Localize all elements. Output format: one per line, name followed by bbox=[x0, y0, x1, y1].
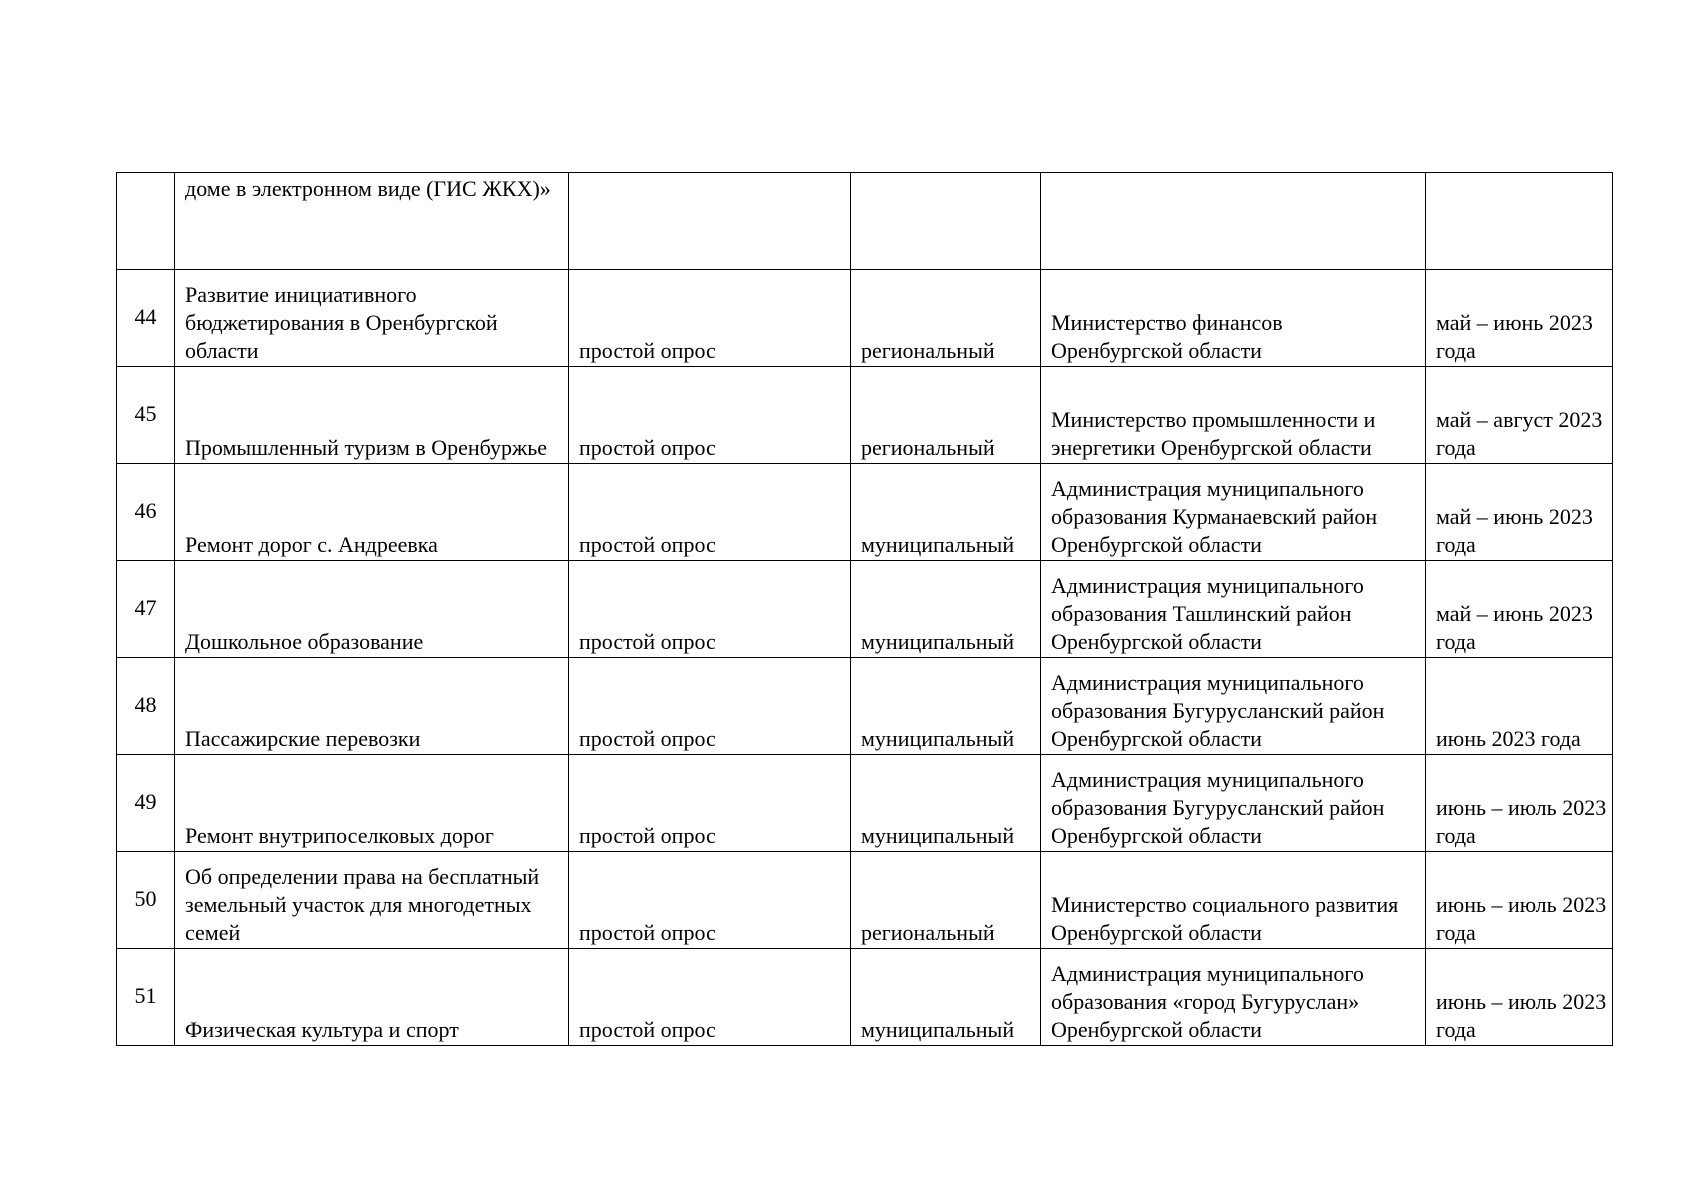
row-number-cell: 49 bbox=[117, 755, 175, 852]
row-number-cell: 44 bbox=[117, 270, 175, 367]
level-cell: муниципальный bbox=[851, 658, 1041, 755]
level-cell: муниципальный bbox=[851, 949, 1041, 1046]
organizer-cell: Администрация муниципального образования Курманаевский район Оренбургской области bbox=[1041, 464, 1426, 561]
period-cell: июнь – июль 2023 года bbox=[1426, 949, 1613, 1046]
period-cell: май – июнь 2023 года bbox=[1426, 561, 1613, 658]
organizer-cell: Министерство финансов Оренбургской области bbox=[1041, 270, 1426, 367]
level-cell: региональный bbox=[851, 852, 1041, 949]
level-cell: муниципальный bbox=[851, 464, 1041, 561]
row-number-cell: 50 bbox=[117, 852, 175, 949]
row-number-cell bbox=[117, 173, 175, 270]
method-cell: простой опрос bbox=[569, 367, 851, 464]
topic-cell: Об определении права на бесплатный земельный участок для многодетных семей bbox=[175, 852, 569, 949]
period-cell: май – август 2023 года bbox=[1426, 367, 1613, 464]
method-cell: простой опрос bbox=[569, 561, 851, 658]
table-row bbox=[117, 270, 1613, 367]
period-cell: июнь – июль 2023 года bbox=[1426, 852, 1613, 949]
level-cell: региональный bbox=[851, 270, 1041, 367]
period-cell: май – июнь 2023 года bbox=[1426, 270, 1613, 367]
level-cell: муниципальный bbox=[851, 561, 1041, 658]
method-cell: простой опрос bbox=[569, 755, 851, 852]
method-cell: простой опрос bbox=[569, 658, 851, 755]
table-row bbox=[117, 464, 1613, 561]
organizer-cell: Администрация муниципального образования Бугурусланский район Оренбургской области bbox=[1041, 658, 1426, 755]
row-number-cell: 51 bbox=[117, 949, 175, 1046]
method-cell: простой опрос bbox=[569, 852, 851, 949]
topic-cell: Развитие инициативного бюджетирования в Оренбургской области bbox=[175, 270, 569, 367]
survey-table bbox=[116, 172, 1613, 1046]
table-row bbox=[117, 658, 1613, 755]
level-cell: региональный bbox=[851, 367, 1041, 464]
topic-cell: Физическая культура и спорт bbox=[175, 949, 569, 1046]
method-cell bbox=[569, 173, 851, 270]
organizer-cell: Министерство промышленности и энергетики Оренбургской области bbox=[1041, 367, 1426, 464]
period-cell: июнь 2023 года bbox=[1426, 658, 1613, 755]
row-number-cell: 45 bbox=[117, 367, 175, 464]
table-row bbox=[117, 949, 1613, 1046]
row-number-cell: 46 bbox=[117, 464, 175, 561]
topic-cell: доме в электронном виде (ГИС ЖКХ)» bbox=[175, 173, 569, 270]
topic-cell: Ремонт дорог с. Андреевка bbox=[175, 464, 569, 561]
organizer-cell: Администрация муниципального образования Бугурусланский район Оренбургской области bbox=[1041, 755, 1426, 852]
organizer-cell: Администрация муниципального образования Ташлинский район Оренбургской области bbox=[1041, 561, 1426, 658]
table-row bbox=[117, 755, 1613, 852]
table-row bbox=[117, 852, 1613, 949]
method-cell: простой опрос bbox=[569, 270, 851, 367]
table-row bbox=[117, 173, 1613, 270]
row-number-cell: 47 bbox=[117, 561, 175, 658]
organizer-cell: Министерство социального развития Оренбургской области bbox=[1041, 852, 1426, 949]
table-row bbox=[117, 561, 1613, 658]
topic-cell: Дошкольное образование bbox=[175, 561, 569, 658]
period-cell bbox=[1426, 173, 1613, 270]
period-cell: июнь – июль 2023 года bbox=[1426, 755, 1613, 852]
topic-cell: Промышленный туризм в Оренбуржье bbox=[175, 367, 569, 464]
organizer-cell bbox=[1041, 173, 1426, 270]
method-cell: простой опрос bbox=[569, 949, 851, 1046]
period-cell: май – июнь 2023 года bbox=[1426, 464, 1613, 561]
row-number-cell: 48 bbox=[117, 658, 175, 755]
table-row bbox=[117, 367, 1613, 464]
level-cell bbox=[851, 173, 1041, 270]
method-cell: простой опрос bbox=[569, 464, 851, 561]
level-cell: муниципальный bbox=[851, 755, 1041, 852]
topic-cell: Ремонт внутрипоселковых дорог bbox=[175, 755, 569, 852]
topic-cell: Пассажирские перевозки bbox=[175, 658, 569, 755]
organizer-cell: Администрация муниципального образования «город Бугуруслан» Оренбургской области bbox=[1041, 949, 1426, 1046]
